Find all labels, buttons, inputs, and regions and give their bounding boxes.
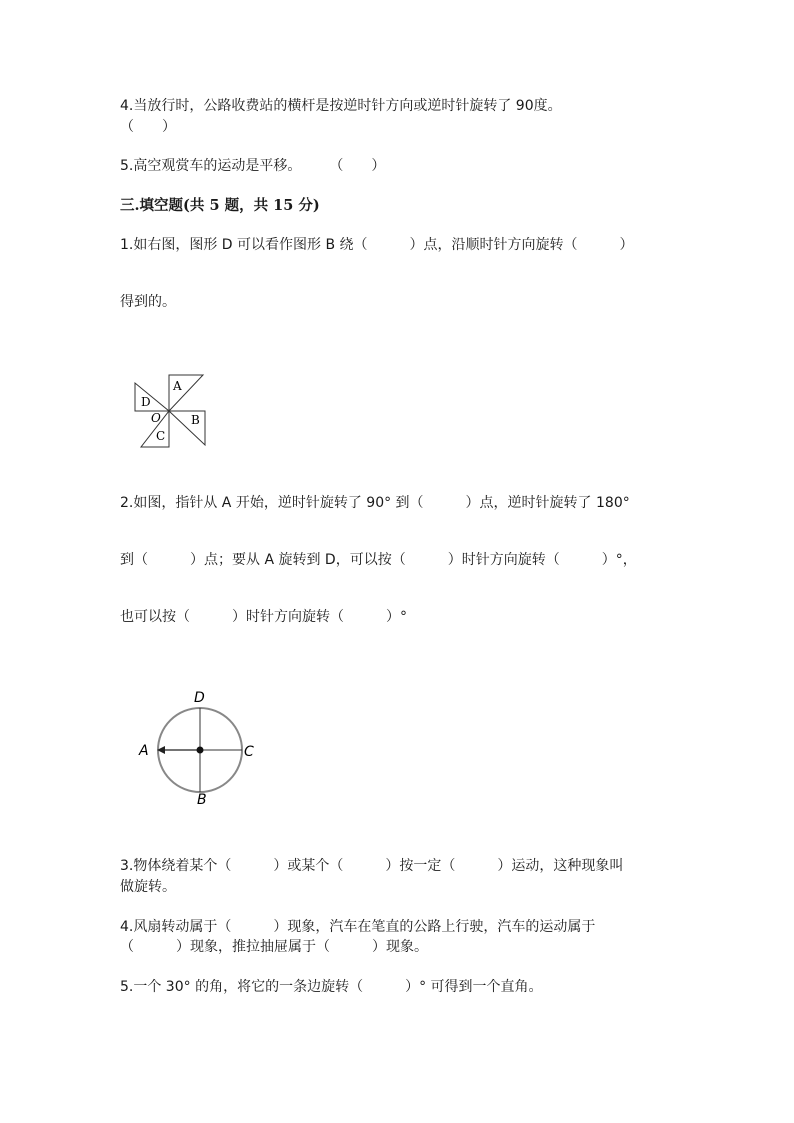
fill-q3-line1: 3.物体绕着某个（ ）或某个（ ）按一定（ ）运动，这种现象叫 <box>120 858 624 874</box>
label-b: B <box>191 413 200 427</box>
dial-figure <box>130 680 270 820</box>
fill-q1-line1: 1.如右图，图形 D 可以看作图形 B 绕（ ）点，沿顺时针方向旋转（ ） <box>120 237 634 253</box>
fill-q1-line2: 得到的。 <box>120 294 176 310</box>
center-dot <box>197 747 204 754</box>
label-o: O <box>151 411 161 425</box>
judge-q5: 5.高空观赏车的运动是平移。 （ ） <box>120 158 386 174</box>
label-c: C <box>156 429 166 443</box>
label-d: D <box>194 690 205 706</box>
fill-q3-line2: 做旋转。 <box>120 879 176 895</box>
label-b: B <box>197 792 207 808</box>
label-d: D <box>141 395 151 409</box>
fill-q2-line1: 2.如图，指针从 A 开始，逆时针旋转了 90° 到（ ）点，逆时针旋转了 180° <box>120 495 630 511</box>
pinwheel-figure <box>130 370 210 450</box>
label-a: A <box>173 379 182 393</box>
fill-q4-line2: （ ）现象，推拉抽屉属于（ ）现象。 <box>120 939 428 955</box>
label-c: C <box>244 744 254 760</box>
label-a: A <box>139 743 149 759</box>
judge-q4-answer-blank: （ ） <box>120 119 176 135</box>
section-3-title: 三.填空题(共 5 题，共 15 分) <box>120 197 320 214</box>
judge-q4-line1: 4.当放行时，公路收费站的横杆是按逆时针方向或逆时针旋转了 90度。 <box>120 98 562 114</box>
fill-q4-line1: 4.风扇转动属于（ ）现象，汽车在笔直的公路上行驶，汽车的运动属于 <box>120 919 596 935</box>
fill-q5: 5.一个 30° 的角，将它的一条边旋转（ ）° 可得到一个直角。 <box>120 979 543 995</box>
fill-q2-line2: 到（ ）点；要从 A 旋转到 D，可以按（ ）时针方向旋转（ ）°， <box>120 552 637 568</box>
fill-q2-line3: 也可以按（ ）时针方向旋转（ ）° <box>120 609 407 625</box>
